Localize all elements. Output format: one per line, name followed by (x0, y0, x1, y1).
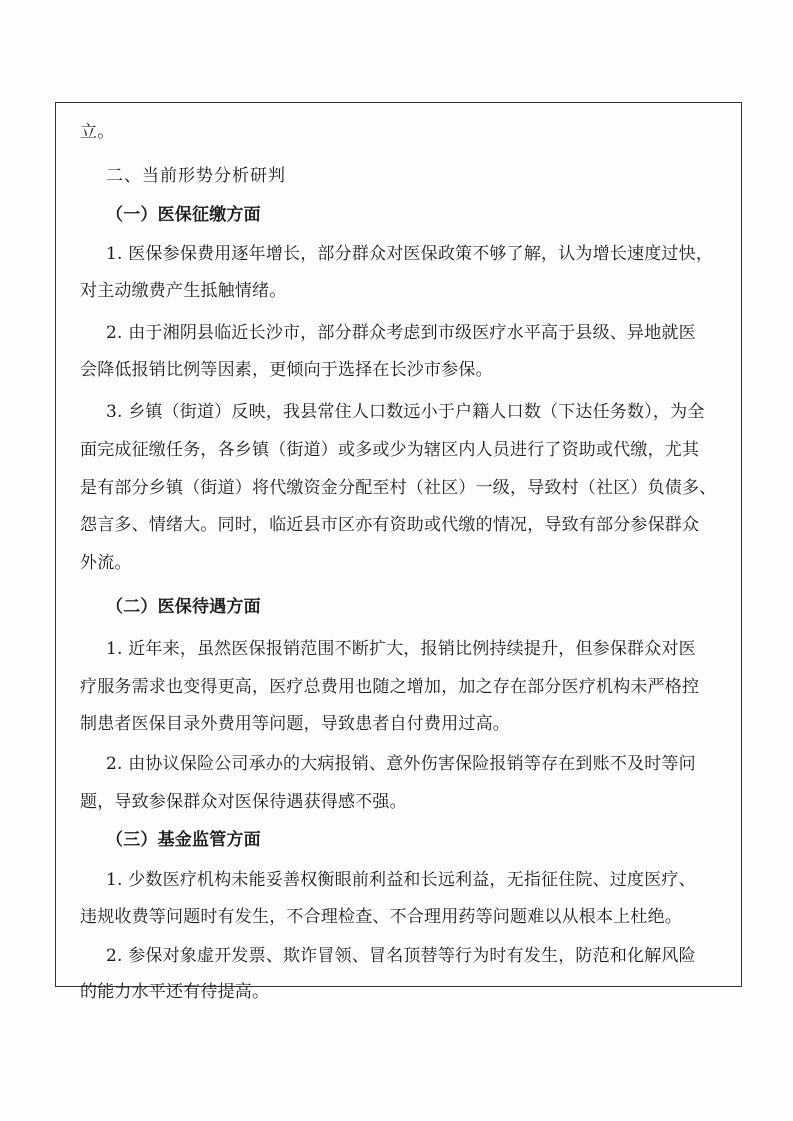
text-line: 1. 近年来，虽然医保报销范围不断扩大，报销比例持续提升，但参保群众对医 (106, 639, 696, 659)
text-line: 面完成征缴任务，各乡镇（街道）或多或少为辖区内人员进行了资助或代缴，尤其 (80, 440, 700, 460)
subsection-heading: （二）医保待遇方面 (106, 597, 261, 617)
text-line: 题，导致参保群众对医保待遇获得感不强。 (80, 792, 407, 812)
subsection-heading: （三）基金监管方面 (106, 830, 261, 850)
text-line: 3. 乡镇（街道）反映，我县常住人口数远小于户籍人口数（下达任务数），为全 (106, 402, 705, 422)
document-frame (55, 102, 742, 1002)
text-line: 2. 参保对象虚开发票、欺诈冒领、冒名顶替等行为时有发生，防范和化解风险 (106, 946, 696, 966)
text-line: 的能力水平还有待提高。 (80, 982, 270, 1002)
text-line: 1. 少数医疗机构未能妥善权衡眼前利益和长远利益，无指征住院、过度医疗、 (106, 870, 696, 890)
text-line: 怨言多、情绪大。同时，临近县市区亦有资助或代缴的情况，导致有部分参保群众 (80, 515, 700, 535)
text-line: 是有部分乡镇（街道）将代缴资金分配至村（社区）一级，导致村（社区）负债多、 (80, 478, 717, 498)
text-line: 2. 由协议保险公司承办的大病报销、意外伤害保险报销等存在到账不及时等问 (106, 754, 696, 774)
text-line: 2. 由于湘阴县临近长沙市，部分群众考虑到市级医疗水平高于县级、异地就医 (106, 323, 696, 343)
text-line: 违规收费等问题时有发生，不合理检查、不合理用药等问题难以从根本上杜绝。 (80, 907, 682, 927)
text-line: 制患者医保目录外费用等问题，导致患者自付费用过高。 (80, 714, 510, 734)
text-line: 会降低报销比例等因素，更倾向于选择在长沙市参保。 (80, 360, 493, 380)
section-heading: 二、当前形势分析研判 (106, 166, 286, 186)
text-line: 立。 (80, 122, 115, 142)
text-line: 疗服务需求也变得更高，医疗总费用也随之增加，加之存在部分医疗机构未严格控 (80, 677, 700, 697)
text-line: 1. 医保参保费用逐年增长，部分群众对医保政策不够了解，认为增长速度过快， (106, 244, 714, 264)
subsection-heading: （一）医保征缴方面 (106, 205, 261, 225)
text-line: 对主动缴费产生抵触情绪。 (80, 281, 287, 301)
text-line: 外流。 (80, 553, 132, 573)
